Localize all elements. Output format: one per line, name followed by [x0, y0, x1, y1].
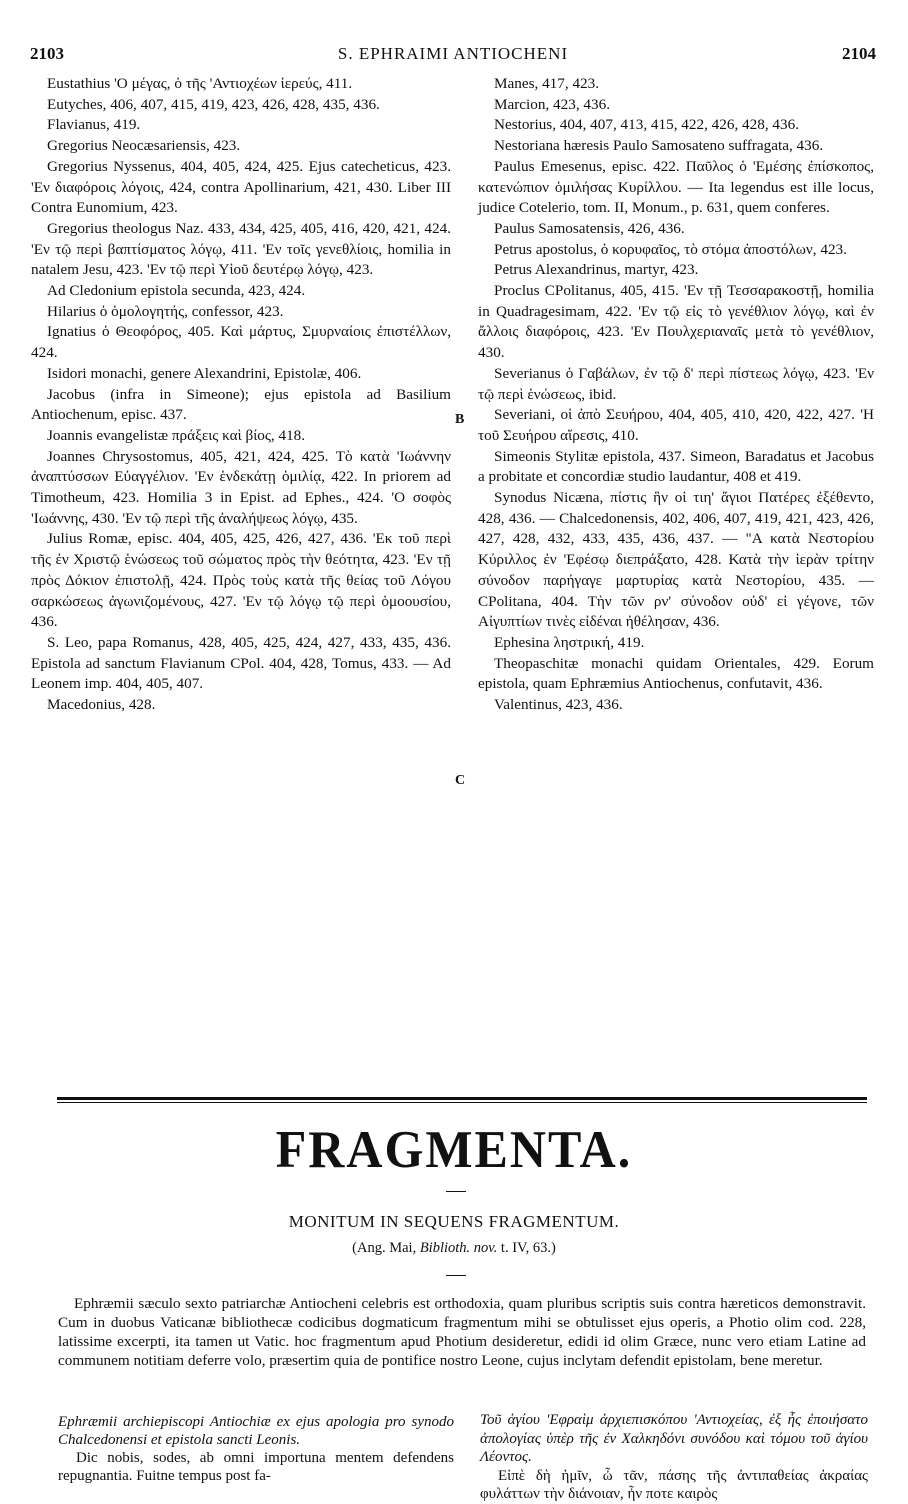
- section-rule-thin: [57, 1102, 867, 1103]
- latin-column: [58, 1413, 454, 1485]
- index-entry: Jacobus (infra in Simeone); ejus epistola ad Basilium Antiochenum, episc. 437.: [31, 385, 451, 424]
- index-entry: Simeonis Stylitæ epistola, 437. Simeon, Baradatus et Jacobus a probitate et concordiæ studio laudantur, 408 et 419.: [478, 447, 874, 486]
- latin-text: Dic nobis, sodes, ab omni importuna mentem defendens repugnantia. Fuitne tempus post fa-: [58, 1450, 454, 1484]
- index-entry: Nestoriana hæresis Paulo Samosateno suffragata, 436.: [494, 137, 824, 155]
- running-title: S. EPHRAIMI ANTIOCHENI: [337, 44, 569, 63]
- index-entry: Paulus Samosatensis, 426, 436.: [494, 219, 685, 237]
- index-entry: Ignatius ὁ Θεοφόρος, 405. Καὶ μάρτυς, Σμυρναίοις ἐπιστέλλων, 424.: [31, 323, 451, 362]
- section-title: FRAGMENTA.: [275, 1119, 633, 1179]
- index-entry: Manes, 417, 423.: [494, 75, 600, 92]
- index-column-left: [31, 74, 451, 716]
- index-entry: Gregorius Nyssenus, 404, 405, 424, 425. Ejus catecheticus, 423. 'Εν διαφόροις λόγοις, 424, contra Apollinarium, 421, 430. Liber III Contra Eunomium, 423.: [31, 157, 451, 217]
- source-close: t. IV, 63.): [497, 1240, 556, 1256]
- margin-letter-c: C: [455, 773, 466, 788]
- index-entry: Gregorius Neocæsariensis, 423.: [47, 137, 241, 155]
- source-italic: Biblioth. nov.: [419, 1240, 498, 1256]
- running-header: [30, 44, 876, 74]
- index-entry: Eustathius 'Ο μέγας, ὁ τῆς 'Αντιοχέων ἱερεύς, 411.: [47, 75, 353, 92]
- greek-text: Εἰπὲ δὴ ἡμῖν, ὦ τᾶν, πάσης τῆς ἀντιπαθείας ἀκραίας φυλάττων τὴν διάνοιαν, ἦν ποτε καιρὸς: [480, 1467, 868, 1502]
- monitum-heading: MONITUM IN SEQUENS FRAGMENTUM.: [288, 1212, 620, 1231]
- section-rule: [57, 1097, 867, 1100]
- index-entry: Valentinus, 423, 436.: [494, 696, 623, 714]
- index-entry: S. Leo, papa Romanus, 428, 405, 425, 424, 427, 433, 435, 436. Epistola ad sanctum Flavianum CPol. 404, 428, Tomus, 433. — Ad Leonem imp. 404, 405, 407.: [31, 633, 451, 693]
- index-entry: Joannis evangelistæ πράξεις καὶ βίος, 418.: [47, 426, 306, 444]
- greek-column: [480, 1411, 868, 1504]
- index-entry: Petrus apostolus, ὁ κορυφαῖος, τὸ στόμα ἀποστόλων, 423.: [494, 240, 847, 258]
- page-number-right: 2104: [842, 44, 876, 63]
- index-entry: Nestorius, 404, 407, 413, 415, 422, 426, 428, 436.: [494, 116, 800, 134]
- index-entry: Joannes Chrysostomus, 405, 421, 424, 425. Τὸ κατὰ 'Ιωάννην ἀναπτύσσων Εὐαγγέλιον. 'Εν ἑνδεκάτῃ ὁμιλίᾳ, 422. In priorem ad Timotheum, 423. Homilia 3 in Epist. ad Ephes., 424. 'Ο σοφὸς 'Ιωάννης, 430. 'Εν τῷ περὶ τῆς ἀναλήψεως λόγῳ, 435.: [31, 447, 451, 527]
- index-entry: Julius Romæ, episc. 404, 405, 425, 426, 427, 436. 'Εκ τοῦ περὶ τῆς ἐν Χριστῷ ἑνώσεως τοῦ σώματος πρὸς τὴν θεότητα, 423. 'Εν τῇ πρὸς Δόκιον ἐπιστολῇ, 424. Πρὸς τοὺς κατὰ τῆς θείας τοῦ Λόγου σαρκώσεως ἀγωνιζομένους, 427. 'Εν τῷ λόγῳ τῷ περὶ ὁμοουσίου, 436.: [31, 530, 451, 631]
- intro-paragraph: [58, 1294, 866, 1370]
- index-entry: Severiani, οἱ ἀπὸ Σευήρου, 404, 405, 410, 420, 422, 427. 'Η τοῦ Σευήρου αἵρεσις, 410.: [478, 406, 874, 444]
- index-entry: Eutyches, 406, 407, 415, 419, 423, 426, 428, 435, 436.: [47, 95, 380, 113]
- index-entry: Flavianus, 419.: [47, 116, 141, 134]
- intro-text: Ephræmii sæculo sexto patriarchæ Antiocheni celebris est orthodoxia, quam pluribus scriptis suis contra hæreticos demonstravit. Cum in duobus Vaticanæ bibliothecæ codicibus dogmaticum fragmentum mihi se obtulisset ejus operis, a Photio olim cod. 228, latissime excerpti, ita tamen ut Vatic. hoc fragmentum apud Photium desideretur, edidi id olim Græce, nunc vero etiam Latine ad communem notitiam deferre volo, præsertim quia de pontifice nostro Leone, cujus inclytam defendit epistolam, bene meretur.: [58, 1295, 866, 1369]
- source-open: (Ang. Mai,: [352, 1240, 420, 1256]
- source-citation: [0, 1240, 908, 1257]
- latin-heading: Ephræmii archiepiscopi Antiochiæ ex ejus apologia pro synodo Chalcedonensi et epistola sancti Leonis.: [58, 1414, 454, 1448]
- short-rule: [446, 1191, 466, 1192]
- index-entry: Synodus Nicæna, πίστις ἣν οἱ τιη' ἅγιοι Πατέρες ἐξέθεντο, 428, 436. — Chalcedonensis, 402, 406, 407, 419, 421, 423, 426, 427, 428, 432, 433, 435, 436, 437. — "Α κατὰ Νεστορίου Κύριλλος ἐν 'Εφέσῳ διεπράξατο, 428. Κατὰ τὴν ἱερὰν τρίτην σύνοδον παρήγαγε μαρτυρίας κατὰ Νεστορίου, 435. — CPolitana, 404. Τὴν τῶν ρν' σύνοδον οὐδ' εἰ γέγονε, τῶν Αἰγυπτίων τινὲς εἰδέναι ἠθέλησαν, 436.: [478, 489, 874, 631]
- index-entry: Isidori monachi, genere Alexandrini, Epistolæ, 406.: [47, 364, 362, 382]
- page-number-left: 2103: [30, 44, 64, 63]
- index-entry: Theopaschitæ monachi quidam Orientales, 429. Eorum epistola, quam Ephræmius Antiochenus, confutavit, 436.: [478, 654, 874, 693]
- index-entry: Gregorius theologus Naz. 433, 434, 425, 405, 416, 420, 421, 424. 'Εν τῷ περὶ βαπτίσματος λόγῳ, 411. 'Εν τοῖς γενεθλίοις, homilia in natalem Jesu, 423. 'Εν τῷ περὶ Υἱοῦ δευτέρῳ λόγῳ, 423.: [31, 219, 451, 279]
- greek-heading: Τοῦ ἁγίου 'Εφραὶμ ἀρχιεπισκόπου 'Αντιοχείας, ἐξ ἧς ἐποιήσατο ἀπολογίας ὑπὲρ τῆς ἐν Χαλκηδόνι συνόδου καὶ τόμου τοῦ ἁγίου Λέοντος.: [480, 1412, 868, 1465]
- index-entry: Ephesina ληστρική, 419.: [494, 633, 645, 651]
- index-entry: Macedonius, 428.: [47, 696, 156, 714]
- index-entry: Proclus CPolitanus, 405, 415. 'Εν τῇ Τεσσαρακοστῇ, homilia in Quadragesimam, 422. 'Εν τῷ εἰς τὸ γενέθλιον λόγῳ, καὶ ἐν ἄλλοις διαφόροις, 423. 'Εν Πουλχεριαναῖς μετὰ τὸ γενέθλιον, 430.: [478, 282, 874, 362]
- index-entry: Petrus Alexandrinus, martyr, 423.: [494, 261, 699, 279]
- index-entry: Hilarius ὁ ὁμολογητής, confessor, 423.: [47, 302, 284, 320]
- index-column-right: [478, 74, 874, 716]
- margin-letter-b: B: [455, 412, 465, 427]
- index-entry: Paulus Emesenus, episc. 422. Παῦλος ὁ 'Εμέσης ἐπίσκοπος, κατενώπιον ὁμιλήσας Κυρίλλου. — Ita legendus est ille locus, judice Cotelerio, tom. II, Monum., p. 631, quem conferes.: [478, 157, 874, 217]
- index-entry: Marcion, 423, 436.: [494, 95, 610, 113]
- short-rule-2: [446, 1275, 466, 1276]
- index-entry: Severianus ὁ Γαβάλων, ἐν τῷ δ' περὶ πίστεως λόγῳ, 423. 'Εν τῷ περὶ ἑνώσεως, ibid.: [478, 364, 874, 403]
- index-entry: Ad Cledonium epistola secunda, 423, 424.: [47, 282, 306, 300]
